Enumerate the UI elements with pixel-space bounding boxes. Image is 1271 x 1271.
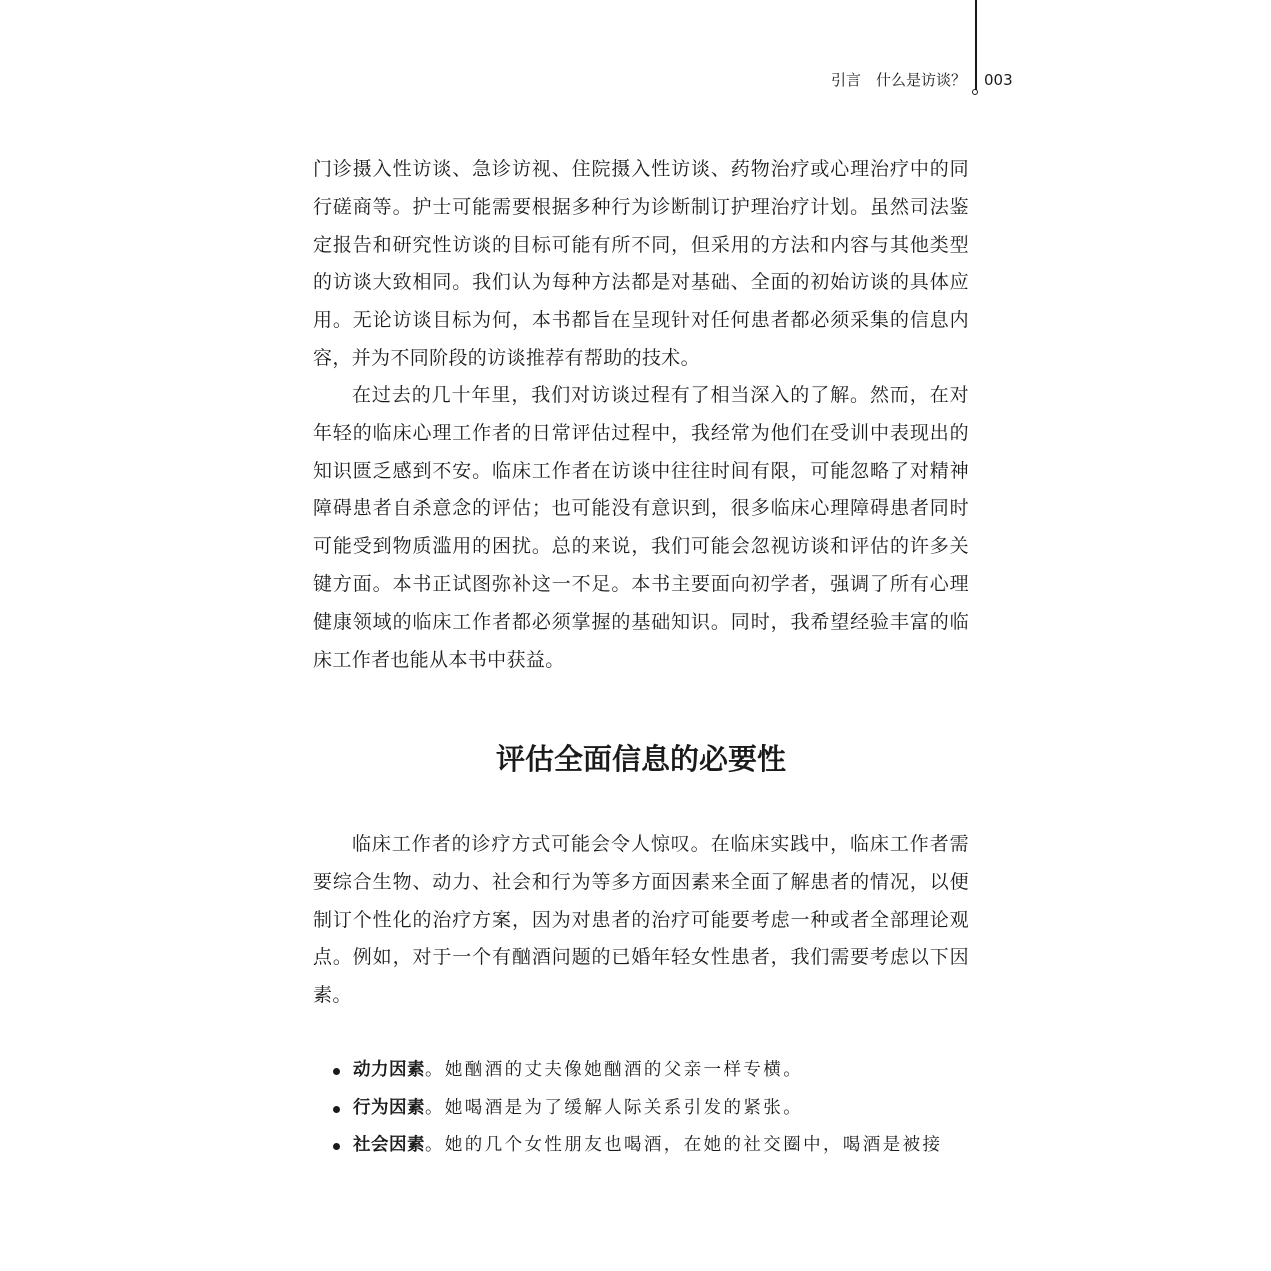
list-item bbox=[313, 1090, 969, 1128]
factor-list bbox=[313, 1052, 969, 1165]
section-paragraph: 临床工作者的诊疗方式可能会令人惊叹。在临床实践中，临床工作者需要综合生物、动力、社会和行为等多方面因素来全面了解患者的情况，以便制订个性化的治疗方案，因为对患者的治疗可能要考虑一种或者全部理论观点。例如，对于一个有酗酒问题的已婚年轻女性患者，我们需要考虑以下因素。 bbox=[313, 833, 969, 1007]
list-item bbox=[313, 1052, 969, 1090]
header-rule-dot bbox=[972, 89, 978, 95]
list-item bbox=[313, 1127, 969, 1165]
page-number: 003 bbox=[984, 71, 1013, 89]
body-paragraph-1: 门诊摄入性访谈、急诊访视、住院摄入性访谈、药物治疗或心理治疗中的同行磋商等。护士可能需要根据多种行为诊断制订护理治疗计划。虽然司法鉴定报告和研究性访谈的目标可能有所不同，但采用的方法和内容与其他类型的访谈大致相同。我们认为每种方法都是对基础、全面的初始访谈的具体应用。无论访谈目标为何，本书都旨在呈现针对任何患者都必须采集的信息内容，并为不同阶段的访谈推荐有帮助的技术。 bbox=[313, 158, 969, 369]
factor-text: 。她喝酒是为了缓解人际关系引发的紧张。 bbox=[425, 1097, 804, 1118]
factor-term: 动力因素 bbox=[353, 1060, 425, 1080]
section-title: 评估全面信息的必要性 bbox=[495, 742, 786, 776]
bullet-icon bbox=[333, 1106, 340, 1113]
bullet-icon bbox=[333, 1068, 340, 1075]
factor-term: 行为因素 bbox=[353, 1097, 425, 1118]
bullet-icon bbox=[333, 1143, 340, 1150]
header-rule bbox=[975, 0, 977, 91]
factor-term: 社会因素 bbox=[353, 1135, 425, 1155]
factor-text: 。她的几个女性朋友也喝酒，在她的社交圈中，喝酒是被接 bbox=[425, 1135, 943, 1155]
factor-text: 。她酗酒的丈夫像她酗酒的父亲一样专横。 bbox=[425, 1060, 804, 1080]
running-head: 引言 什么是访谈？ bbox=[830, 71, 966, 89]
body-paragraph-2: 在过去的几十年里，我们对访谈过程有了相当深入的了解。然而，在对年轻的临床心理工作者的日常评估过程中，我经常为他们在受训中表现出的知识匮乏感到不安。临床工作者在访谈中往往时间有限，可能忽略了对精神障碍患者自杀意念的评估；也可能没有意识到，很多临床心理障碍患者同时可能受到物质滥用的困扰。总的来说，我们可能会忽视访谈和评估的许多关键方面。本书正试图弥补这一不足。本书主要面向初学者，强调了所有心理健康领域的临床工作者都必须掌握的基础知识。同时，我希望经验丰富的临床工作者也能从本书中获益。 bbox=[313, 384, 969, 671]
